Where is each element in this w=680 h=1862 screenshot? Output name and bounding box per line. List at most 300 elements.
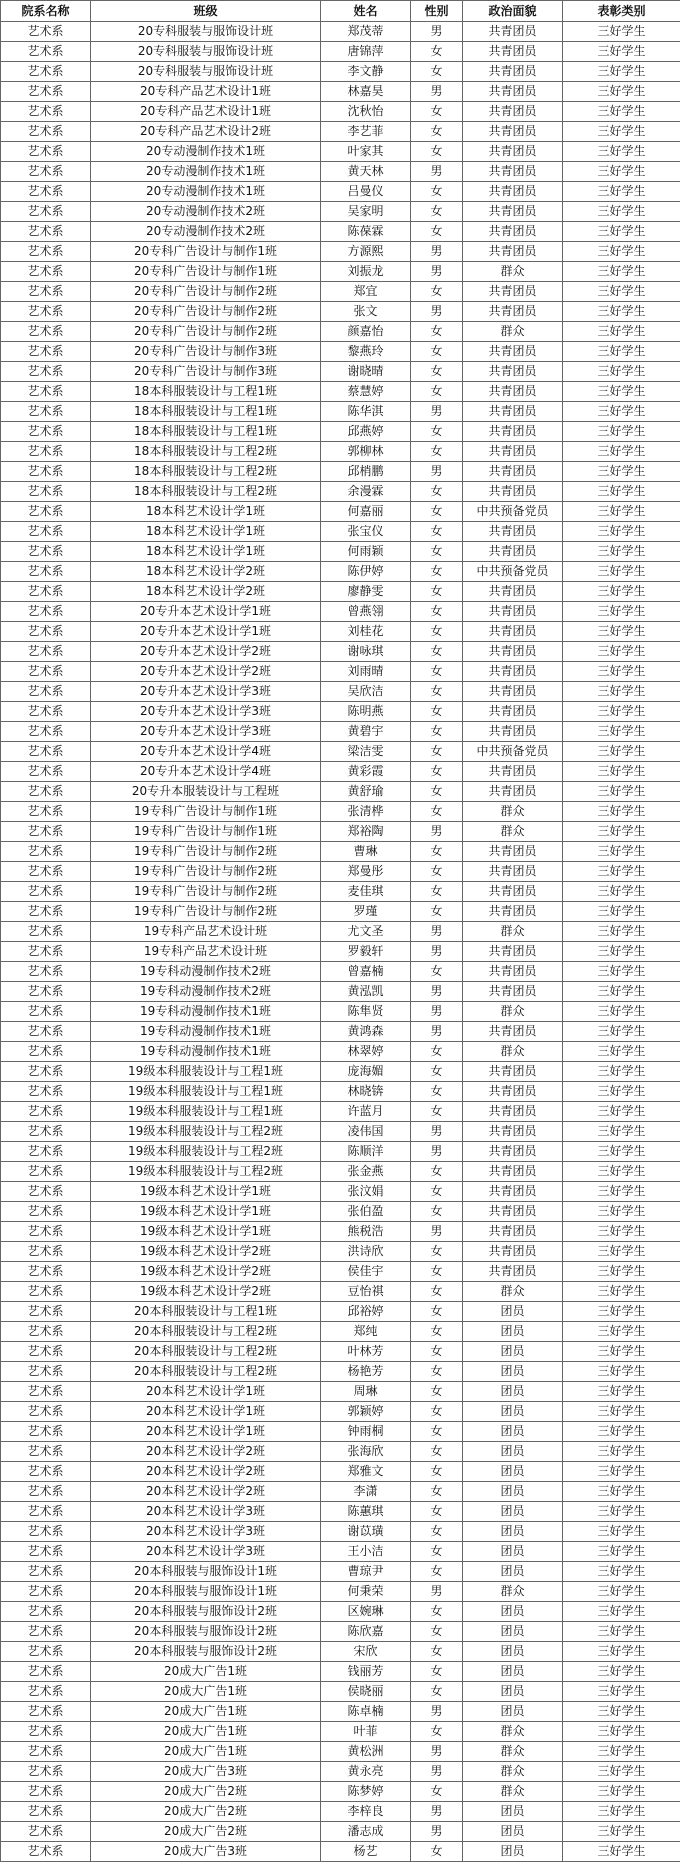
class-cell: 20专科产品艺术设计2班 bbox=[91, 122, 321, 142]
gender-cell: 女 bbox=[411, 1102, 463, 1122]
gender-cell: 女 bbox=[411, 1662, 463, 1682]
class-cell: 19级本科艺术设计学2班 bbox=[91, 1262, 321, 1282]
name-cell: 杨艺 bbox=[321, 1842, 411, 1862]
department-cell: 艺术系 bbox=[1, 142, 91, 162]
political-status-cell: 团员 bbox=[463, 1522, 563, 1542]
class-cell: 19级本科艺术设计学1班 bbox=[91, 1222, 321, 1242]
class-cell: 20本科服装与服饰设计1班 bbox=[91, 1562, 321, 1582]
department-cell: 艺术系 bbox=[1, 62, 91, 82]
department-cell: 艺术系 bbox=[1, 1122, 91, 1142]
class-cell: 19级本科服装设计与工程2班 bbox=[91, 1142, 321, 1162]
gender-cell: 女 bbox=[411, 542, 463, 562]
name-cell: 尤文圣 bbox=[321, 922, 411, 942]
political-status-cell: 共青团员 bbox=[463, 582, 563, 602]
header-political-status: 政治面貌 bbox=[463, 1, 563, 22]
political-status-cell: 共青团员 bbox=[463, 1062, 563, 1082]
table-row bbox=[1, 722, 680, 742]
award-type-cell: 三好学生 bbox=[563, 102, 680, 122]
gender-cell: 女 bbox=[411, 882, 463, 902]
name-cell: 郭柳林 bbox=[321, 442, 411, 462]
gender-cell: 女 bbox=[411, 182, 463, 202]
political-status-cell: 团员 bbox=[463, 1402, 563, 1422]
award-type-cell: 三好学生 bbox=[563, 42, 680, 62]
award-type-cell: 三好学生 bbox=[563, 1522, 680, 1542]
class-cell: 19专科广告设计与制作2班 bbox=[91, 882, 321, 902]
award-type-cell: 三好学生 bbox=[563, 622, 680, 642]
class-cell: 18本科服装设计与工程2班 bbox=[91, 462, 321, 482]
award-type-cell: 三好学生 bbox=[563, 1742, 680, 1762]
department-cell: 艺术系 bbox=[1, 782, 91, 802]
table-row bbox=[1, 1502, 680, 1522]
award-type-cell: 三好学生 bbox=[563, 342, 680, 362]
gender-cell: 男 bbox=[411, 922, 463, 942]
name-cell: 陈隼贤 bbox=[321, 1002, 411, 1022]
name-cell: 陈华淇 bbox=[321, 402, 411, 422]
table-row bbox=[1, 682, 680, 702]
award-type-cell: 三好学生 bbox=[563, 1542, 680, 1562]
department-cell: 艺术系 bbox=[1, 1642, 91, 1662]
table-row bbox=[1, 1842, 680, 1862]
name-cell: 钟雨桐 bbox=[321, 1422, 411, 1442]
political-status-cell: 共青团员 bbox=[463, 282, 563, 302]
name-cell: 叶林芳 bbox=[321, 1342, 411, 1362]
table-row bbox=[1, 542, 680, 562]
award-type-cell: 三好学生 bbox=[563, 1302, 680, 1322]
department-cell: 艺术系 bbox=[1, 1142, 91, 1162]
table-row bbox=[1, 1642, 680, 1662]
political-status-cell: 中共预备党员 bbox=[463, 742, 563, 762]
table-row bbox=[1, 1782, 680, 1802]
name-cell: 方源熙 bbox=[321, 242, 411, 262]
class-cell: 19级本科服装设计与工程1班 bbox=[91, 1102, 321, 1122]
award-type-cell: 三好学生 bbox=[563, 1722, 680, 1742]
name-cell: 豆怡祺 bbox=[321, 1282, 411, 1302]
award-type-cell: 三好学生 bbox=[563, 1022, 680, 1042]
table-row bbox=[1, 582, 680, 602]
table-row bbox=[1, 1362, 680, 1382]
department-cell: 艺术系 bbox=[1, 1662, 91, 1682]
class-cell: 19级本科服装设计与工程2班 bbox=[91, 1162, 321, 1182]
political-status-cell: 团员 bbox=[463, 1442, 563, 1462]
class-cell: 20本科服装与服饰设计2班 bbox=[91, 1642, 321, 1662]
award-type-cell: 三好学生 bbox=[563, 542, 680, 562]
name-cell: 叶家其 bbox=[321, 142, 411, 162]
gender-cell: 男 bbox=[411, 1582, 463, 1602]
gender-cell: 女 bbox=[411, 562, 463, 582]
award-type-cell: 三好学生 bbox=[563, 1262, 680, 1282]
political-status-cell: 共青团员 bbox=[463, 122, 563, 142]
gender-cell: 女 bbox=[411, 1342, 463, 1362]
class-cell: 20专升本艺术设计学1班 bbox=[91, 622, 321, 642]
political-status-cell: 团员 bbox=[463, 1302, 563, 1322]
department-cell: 艺术系 bbox=[1, 762, 91, 782]
award-type-cell: 三好学生 bbox=[563, 1642, 680, 1662]
political-status-cell: 群众 bbox=[463, 1742, 563, 1762]
table-row bbox=[1, 842, 680, 862]
class-cell: 20本科艺术设计学1班 bbox=[91, 1422, 321, 1442]
gender-cell: 男 bbox=[411, 982, 463, 1002]
political-status-cell: 团员 bbox=[463, 1322, 563, 1342]
award-type-cell: 三好学生 bbox=[563, 1842, 680, 1862]
table-row bbox=[1, 1802, 680, 1822]
name-cell: 郑雅文 bbox=[321, 1462, 411, 1482]
gender-cell: 女 bbox=[411, 1242, 463, 1262]
department-cell: 艺术系 bbox=[1, 702, 91, 722]
class-cell: 20本科服装设计与工程2班 bbox=[91, 1362, 321, 1382]
award-type-cell: 三好学生 bbox=[563, 1822, 680, 1842]
political-status-cell: 共青团员 bbox=[463, 42, 563, 62]
class-cell: 20成大广告1班 bbox=[91, 1722, 321, 1742]
name-cell: 张宝仪 bbox=[321, 522, 411, 542]
table-row bbox=[1, 1242, 680, 1262]
political-status-cell: 共青团员 bbox=[463, 662, 563, 682]
table-row bbox=[1, 42, 680, 62]
gender-cell: 女 bbox=[411, 1262, 463, 1282]
department-cell: 艺术系 bbox=[1, 1382, 91, 1402]
award-type-cell: 三好学生 bbox=[563, 322, 680, 342]
award-type-cell: 三好学生 bbox=[563, 1762, 680, 1782]
department-cell: 艺术系 bbox=[1, 482, 91, 502]
award-type-cell: 三好学生 bbox=[563, 802, 680, 822]
gender-cell: 女 bbox=[411, 202, 463, 222]
table-row bbox=[1, 1302, 680, 1322]
gender-cell: 女 bbox=[411, 1182, 463, 1202]
name-cell: 吴家明 bbox=[321, 202, 411, 222]
class-cell: 20专升本艺术设计学3班 bbox=[91, 702, 321, 722]
gender-cell: 女 bbox=[411, 642, 463, 662]
name-cell: 张文 bbox=[321, 302, 411, 322]
header-gender: 性别 bbox=[411, 1, 463, 22]
name-cell: 林嘉昊 bbox=[321, 82, 411, 102]
class-cell: 20专动漫制作技术1班 bbox=[91, 162, 321, 182]
award-type-cell: 三好学生 bbox=[563, 242, 680, 262]
class-cell: 20专科广告设计与制作1班 bbox=[91, 242, 321, 262]
political-status-cell: 团员 bbox=[463, 1542, 563, 1562]
name-cell: 郑裕陶 bbox=[321, 822, 411, 842]
table-row bbox=[1, 1122, 680, 1142]
gender-cell: 男 bbox=[411, 1742, 463, 1762]
gender-cell: 女 bbox=[411, 682, 463, 702]
class-cell: 20专升本艺术设计学4班 bbox=[91, 742, 321, 762]
name-cell: 唐锦萍 bbox=[321, 42, 411, 62]
table-row bbox=[1, 982, 680, 1002]
gender-cell: 女 bbox=[411, 1282, 463, 1302]
class-cell: 18本科服装设计与工程2班 bbox=[91, 482, 321, 502]
table-row bbox=[1, 62, 680, 82]
name-cell: 李潇 bbox=[321, 1482, 411, 1502]
gender-cell: 女 bbox=[411, 1422, 463, 1442]
name-cell: 罗毅轩 bbox=[321, 942, 411, 962]
gender-cell: 女 bbox=[411, 1482, 463, 1502]
gender-cell: 男 bbox=[411, 242, 463, 262]
political-status-cell: 团员 bbox=[463, 1362, 563, 1382]
name-cell: 郭颖婷 bbox=[321, 1402, 411, 1422]
political-status-cell: 共青团员 bbox=[463, 1242, 563, 1262]
table-row bbox=[1, 1702, 680, 1722]
table-row bbox=[1, 262, 680, 282]
department-cell: 艺术系 bbox=[1, 622, 91, 642]
award-type-cell: 三好学生 bbox=[563, 1162, 680, 1182]
award-type-cell: 三好学生 bbox=[563, 182, 680, 202]
name-cell: 颜嘉怡 bbox=[321, 322, 411, 342]
class-cell: 20本科服装设计与工程2班 bbox=[91, 1322, 321, 1342]
gender-cell: 女 bbox=[411, 1462, 463, 1482]
department-cell: 艺术系 bbox=[1, 322, 91, 342]
class-cell: 20专升本艺术设计学2班 bbox=[91, 642, 321, 662]
gender-cell: 女 bbox=[411, 322, 463, 342]
name-cell: 张汶娟 bbox=[321, 1182, 411, 1202]
name-cell: 林翠婷 bbox=[321, 1042, 411, 1062]
gender-cell: 女 bbox=[411, 442, 463, 462]
award-type-cell: 三好学生 bbox=[563, 202, 680, 222]
table-row bbox=[1, 642, 680, 662]
political-status-cell: 群众 bbox=[463, 922, 563, 942]
department-cell: 艺术系 bbox=[1, 642, 91, 662]
award-type-cell: 三好学生 bbox=[563, 142, 680, 162]
class-cell: 20专动漫制作技术2班 bbox=[91, 222, 321, 242]
name-cell: 邱裕婷 bbox=[321, 1302, 411, 1322]
department-cell: 艺术系 bbox=[1, 1682, 91, 1702]
political-status-cell: 共青团员 bbox=[463, 602, 563, 622]
name-cell: 邱梢鹏 bbox=[321, 462, 411, 482]
gender-cell: 女 bbox=[411, 1402, 463, 1422]
department-cell: 艺术系 bbox=[1, 742, 91, 762]
gender-cell: 女 bbox=[411, 1542, 463, 1562]
political-status-cell: 共青团员 bbox=[463, 302, 563, 322]
department-cell: 艺术系 bbox=[1, 1842, 91, 1862]
class-cell: 19专科动漫制作技术2班 bbox=[91, 982, 321, 1002]
department-cell: 艺术系 bbox=[1, 1062, 91, 1082]
department-cell: 艺术系 bbox=[1, 1402, 91, 1422]
gender-cell: 女 bbox=[411, 1602, 463, 1622]
table-row bbox=[1, 1542, 680, 1562]
table-row bbox=[1, 1082, 680, 1102]
table-body bbox=[1, 22, 680, 1862]
award-type-cell: 三好学生 bbox=[563, 962, 680, 982]
class-cell: 20专科服装与服饰设计班 bbox=[91, 22, 321, 42]
table-row bbox=[1, 1202, 680, 1222]
name-cell: 陈欣嘉 bbox=[321, 1622, 411, 1642]
political-status-cell: 共青团员 bbox=[463, 202, 563, 222]
department-cell: 艺术系 bbox=[1, 1722, 91, 1742]
department-cell: 艺术系 bbox=[1, 122, 91, 142]
department-cell: 艺术系 bbox=[1, 282, 91, 302]
award-type-cell: 三好学生 bbox=[563, 702, 680, 722]
class-cell: 19级本科艺术设计学1班 bbox=[91, 1182, 321, 1202]
political-status-cell: 共青团员 bbox=[463, 182, 563, 202]
name-cell: 张清桦 bbox=[321, 802, 411, 822]
award-type-cell: 三好学生 bbox=[563, 1462, 680, 1482]
class-cell: 20专科服装与服饰设计班 bbox=[91, 42, 321, 62]
political-status-cell: 团员 bbox=[463, 1622, 563, 1642]
table-row bbox=[1, 1622, 680, 1642]
name-cell: 郑茂蒂 bbox=[321, 22, 411, 42]
table-row bbox=[1, 782, 680, 802]
award-type-cell: 三好学生 bbox=[563, 762, 680, 782]
table-row bbox=[1, 902, 680, 922]
table-row bbox=[1, 1662, 680, 1682]
name-cell: 许蓝月 bbox=[321, 1102, 411, 1122]
award-type-cell: 三好学生 bbox=[563, 522, 680, 542]
table-row bbox=[1, 1042, 680, 1062]
award-type-cell: 三好学生 bbox=[563, 942, 680, 962]
department-cell: 艺术系 bbox=[1, 1602, 91, 1622]
gender-cell: 女 bbox=[411, 502, 463, 522]
name-cell: 王小洁 bbox=[321, 1542, 411, 1562]
department-cell: 艺术系 bbox=[1, 582, 91, 602]
name-cell: 郑曼彤 bbox=[321, 862, 411, 882]
table-row bbox=[1, 1222, 680, 1242]
political-status-cell: 共青团员 bbox=[463, 82, 563, 102]
political-status-cell: 团员 bbox=[463, 1342, 563, 1362]
table-row bbox=[1, 322, 680, 342]
class-cell: 18本科服装设计与工程1班 bbox=[91, 402, 321, 422]
table-row bbox=[1, 102, 680, 122]
name-cell: 侯晓丽 bbox=[321, 1682, 411, 1702]
award-type-cell: 三好学生 bbox=[563, 1062, 680, 1082]
award-type-cell: 三好学生 bbox=[563, 1482, 680, 1502]
class-cell: 20本科服装与服饰设计1班 bbox=[91, 1582, 321, 1602]
award-type-cell: 三好学生 bbox=[563, 982, 680, 1002]
name-cell: 梁洁雯 bbox=[321, 742, 411, 762]
gender-cell: 女 bbox=[411, 962, 463, 982]
political-status-cell: 团员 bbox=[463, 1802, 563, 1822]
political-status-cell: 群众 bbox=[463, 802, 563, 822]
department-cell: 艺术系 bbox=[1, 1782, 91, 1802]
award-type-cell: 三好学生 bbox=[563, 642, 680, 662]
political-status-cell: 共青团员 bbox=[463, 882, 563, 902]
political-status-cell: 共青团员 bbox=[463, 422, 563, 442]
gender-cell: 男 bbox=[411, 1762, 463, 1782]
name-cell: 李文静 bbox=[321, 62, 411, 82]
gender-cell: 女 bbox=[411, 482, 463, 502]
gender-cell: 女 bbox=[411, 362, 463, 382]
award-type-cell: 三好学生 bbox=[563, 1102, 680, 1122]
political-status-cell: 群众 bbox=[463, 1042, 563, 1062]
name-cell: 叶菲 bbox=[321, 1722, 411, 1742]
table-row bbox=[1, 82, 680, 102]
name-cell: 侯佳宇 bbox=[321, 1262, 411, 1282]
name-cell: 吴欣洁 bbox=[321, 682, 411, 702]
class-cell: 19专科动漫制作技术1班 bbox=[91, 1042, 321, 1062]
department-cell: 艺术系 bbox=[1, 1162, 91, 1182]
table-row bbox=[1, 1062, 680, 1082]
table-row bbox=[1, 502, 680, 522]
class-cell: 19级本科艺术设计学1班 bbox=[91, 1202, 321, 1222]
class-cell: 19专科产品艺术设计班 bbox=[91, 922, 321, 942]
award-type-cell: 三好学生 bbox=[563, 222, 680, 242]
gender-cell: 男 bbox=[411, 1002, 463, 1022]
award-type-cell: 三好学生 bbox=[563, 1002, 680, 1022]
department-cell: 艺术系 bbox=[1, 1022, 91, 1042]
award-type-cell: 三好学生 bbox=[563, 1562, 680, 1582]
table-row bbox=[1, 662, 680, 682]
gender-cell: 男 bbox=[411, 402, 463, 422]
gender-cell: 女 bbox=[411, 1642, 463, 1662]
table-row bbox=[1, 1102, 680, 1122]
award-type-cell: 三好学生 bbox=[563, 1142, 680, 1162]
political-status-cell: 共青团员 bbox=[463, 1022, 563, 1042]
class-cell: 18本科服装设计与工程2班 bbox=[91, 442, 321, 462]
name-cell: 黄泓凯 bbox=[321, 982, 411, 1002]
award-type-cell: 三好学生 bbox=[563, 562, 680, 582]
name-cell: 钱丽芳 bbox=[321, 1662, 411, 1682]
name-cell: 周琳 bbox=[321, 1382, 411, 1402]
gender-cell: 男 bbox=[411, 1122, 463, 1142]
gender-cell: 女 bbox=[411, 1502, 463, 1522]
table-row bbox=[1, 122, 680, 142]
award-type-cell: 三好学生 bbox=[563, 902, 680, 922]
gender-cell: 女 bbox=[411, 62, 463, 82]
class-cell: 19级本科服装设计与工程1班 bbox=[91, 1082, 321, 1102]
department-cell: 艺术系 bbox=[1, 922, 91, 942]
political-status-cell: 共青团员 bbox=[463, 722, 563, 742]
political-status-cell: 团员 bbox=[463, 1662, 563, 1682]
class-cell: 20成大广告3班 bbox=[91, 1842, 321, 1862]
table-row bbox=[1, 1602, 680, 1622]
award-type-cell: 三好学生 bbox=[563, 22, 680, 42]
department-cell: 艺术系 bbox=[1, 422, 91, 442]
name-cell: 黄永亮 bbox=[321, 1762, 411, 1782]
award-type-cell: 三好学生 bbox=[563, 1442, 680, 1462]
gender-cell: 男 bbox=[411, 82, 463, 102]
gender-cell: 女 bbox=[411, 522, 463, 542]
political-status-cell: 团员 bbox=[463, 1702, 563, 1722]
award-type-cell: 三好学生 bbox=[563, 1242, 680, 1262]
class-cell: 20本科艺术设计学3班 bbox=[91, 1542, 321, 1562]
award-type-cell: 三好学生 bbox=[563, 162, 680, 182]
award-type-cell: 三好学生 bbox=[563, 842, 680, 862]
department-cell: 艺术系 bbox=[1, 1102, 91, 1122]
gender-cell: 女 bbox=[411, 842, 463, 862]
class-cell: 20专升本服装设计与工程班 bbox=[91, 782, 321, 802]
department-cell: 艺术系 bbox=[1, 982, 91, 1002]
department-cell: 艺术系 bbox=[1, 1522, 91, 1542]
name-cell: 谢苡璜 bbox=[321, 1522, 411, 1542]
name-cell: 张金燕 bbox=[321, 1162, 411, 1182]
department-cell: 艺术系 bbox=[1, 182, 91, 202]
political-status-cell: 共青团员 bbox=[463, 962, 563, 982]
department-cell: 艺术系 bbox=[1, 1482, 91, 1502]
award-type-cell: 三好学生 bbox=[563, 482, 680, 502]
class-cell: 19专科广告设计与制作1班 bbox=[91, 822, 321, 842]
class-cell: 20专科广告设计与制作2班 bbox=[91, 302, 321, 322]
gender-cell: 男 bbox=[411, 1142, 463, 1162]
award-type-cell: 三好学生 bbox=[563, 262, 680, 282]
class-cell: 20专科广告设计与制作2班 bbox=[91, 282, 321, 302]
department-cell: 艺术系 bbox=[1, 822, 91, 842]
department-cell: 艺术系 bbox=[1, 262, 91, 282]
department-cell: 艺术系 bbox=[1, 522, 91, 542]
department-cell: 艺术系 bbox=[1, 1042, 91, 1062]
department-cell: 艺术系 bbox=[1, 402, 91, 422]
class-cell: 20本科艺术设计学2班 bbox=[91, 1442, 321, 1462]
table-row bbox=[1, 1022, 680, 1042]
political-status-cell: 团员 bbox=[463, 1642, 563, 1662]
political-status-cell: 群众 bbox=[463, 1722, 563, 1742]
table-row bbox=[1, 1682, 680, 1702]
table-row bbox=[1, 142, 680, 162]
political-status-cell: 团员 bbox=[463, 1822, 563, 1842]
award-type-cell: 三好学生 bbox=[563, 1702, 680, 1722]
table-row bbox=[1, 1742, 680, 1762]
name-cell: 吕曼仪 bbox=[321, 182, 411, 202]
gender-cell: 女 bbox=[411, 1322, 463, 1342]
political-status-cell: 共青团员 bbox=[463, 782, 563, 802]
name-cell: 郑宜 bbox=[321, 282, 411, 302]
award-type-cell: 三好学生 bbox=[563, 822, 680, 842]
table-row bbox=[1, 162, 680, 182]
